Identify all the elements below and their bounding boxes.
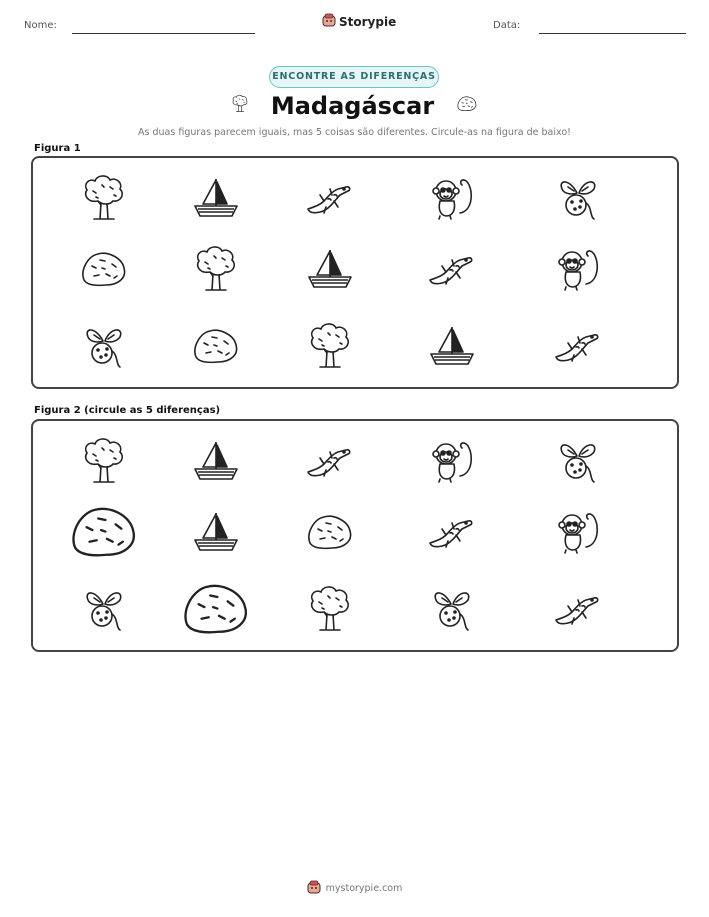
- fig2-cell-r3-c3[interactable]: [280, 577, 380, 643]
- brand-name: Storypie: [339, 14, 397, 29]
- fruit-icon: [59, 315, 149, 379]
- fig2-cell-r3-c2[interactable]: [166, 577, 266, 643]
- name-line[interactable]: [72, 33, 255, 34]
- lizard-icon: [285, 430, 375, 494]
- fig1-cell-r2-c5: [528, 237, 628, 303]
- tree-icon: [59, 167, 149, 231]
- fig1-cell-r2-c3: [280, 237, 380, 303]
- fig1-cell-r1-c1: [54, 166, 154, 232]
- lizard-icon: [407, 501, 497, 565]
- lizard-icon: [533, 315, 623, 379]
- storypie-mascot-icon: [322, 12, 336, 31]
- fig1-cell-r1-c2: [166, 166, 266, 232]
- boat-icon: [407, 315, 497, 379]
- figure1-panel: [31, 156, 679, 389]
- rock-icon: [171, 315, 261, 379]
- fruit-icon: [59, 578, 149, 642]
- fig2-cell-r2-c1[interactable]: [54, 500, 154, 566]
- fig2-cell-r3-c1[interactable]: [54, 577, 154, 643]
- footer: [0, 880, 709, 897]
- storypie-mascot-icon: [307, 880, 321, 897]
- boat-icon: [285, 238, 375, 302]
- fig1-cell-r3-c5: [528, 314, 628, 380]
- date-label: Data:: [493, 20, 521, 31]
- fig2-cell-r1-c5[interactable]: [528, 429, 628, 495]
- fig2-cell-r3-c5[interactable]: [528, 577, 628, 643]
- date-line[interactable]: [539, 33, 686, 34]
- figure2-panel[interactable]: [31, 419, 679, 652]
- activity-badge: ENCONTRE AS DIFERENÇAS: [269, 66, 439, 88]
- fig1-cell-r3-c4: [402, 314, 502, 380]
- fig1-cell-r1-c4: [402, 166, 502, 232]
- fig2-cell-r2-c5[interactable]: [528, 500, 628, 566]
- fig1-cell-r1-c5: [528, 166, 628, 232]
- lizard-icon: [285, 167, 375, 231]
- tree-icon: [171, 238, 261, 302]
- fig1-cell-r2-c2: [166, 237, 266, 303]
- fig1-cell-r2-c4: [402, 237, 502, 303]
- fig1-cell-r3-c2: [166, 314, 266, 380]
- fig2-cell-r1-c4[interactable]: [402, 429, 502, 495]
- fruit-icon: [533, 167, 623, 231]
- fruit-icon: [533, 430, 623, 494]
- title-rock-icon: [452, 92, 482, 120]
- fig1-cell-r1-c3: [280, 166, 380, 232]
- figure1-label: Figura 1: [34, 143, 81, 154]
- fig1-cell-r3-c3: [280, 314, 380, 380]
- fruit-icon: [407, 578, 497, 642]
- boat-icon: [171, 167, 261, 231]
- title-tree-icon: [227, 90, 253, 122]
- rock-icon: [171, 578, 261, 642]
- brand-logo: [322, 12, 396, 31]
- monkey-icon: [407, 430, 497, 494]
- fig2-cell-r3-c4[interactable]: [402, 577, 502, 643]
- tree-icon: [285, 315, 375, 379]
- monkey-icon: [533, 238, 623, 302]
- rock-icon: [285, 501, 375, 565]
- boat-icon: [171, 430, 261, 494]
- monkey-icon: [407, 167, 497, 231]
- rock-icon: [59, 238, 149, 302]
- instructions: As duas figuras parecem iguais, mas 5 coisas são diferentes. Circule-as na figura de baixo!: [138, 127, 571, 138]
- lizard-icon: [533, 578, 623, 642]
- name-label: Nome:: [24, 20, 57, 31]
- fig1-cell-r3-c1: [54, 314, 154, 380]
- fig2-cell-r2-c4[interactable]: [402, 500, 502, 566]
- fig2-cell-r1-c1[interactable]: [54, 429, 154, 495]
- fig2-cell-r2-c3[interactable]: [280, 500, 380, 566]
- page-title: Madagáscar: [270, 92, 435, 120]
- fig2-cell-r2-c2[interactable]: [166, 500, 266, 566]
- tree-icon: [59, 430, 149, 494]
- tree-icon: [285, 578, 375, 642]
- lizard-icon: [407, 238, 497, 302]
- monkey-icon: [533, 501, 623, 565]
- fig1-cell-r2-c1: [54, 237, 154, 303]
- figure2-label: Figura 2 (circule as 5 diferenças): [34, 405, 221, 416]
- footer-url[interactable]: mystorypie.com: [325, 883, 403, 894]
- fig2-cell-r1-c3[interactable]: [280, 429, 380, 495]
- fig2-cell-r1-c2[interactable]: [166, 429, 266, 495]
- boat-icon: [171, 501, 261, 565]
- rock-icon: [59, 501, 149, 565]
